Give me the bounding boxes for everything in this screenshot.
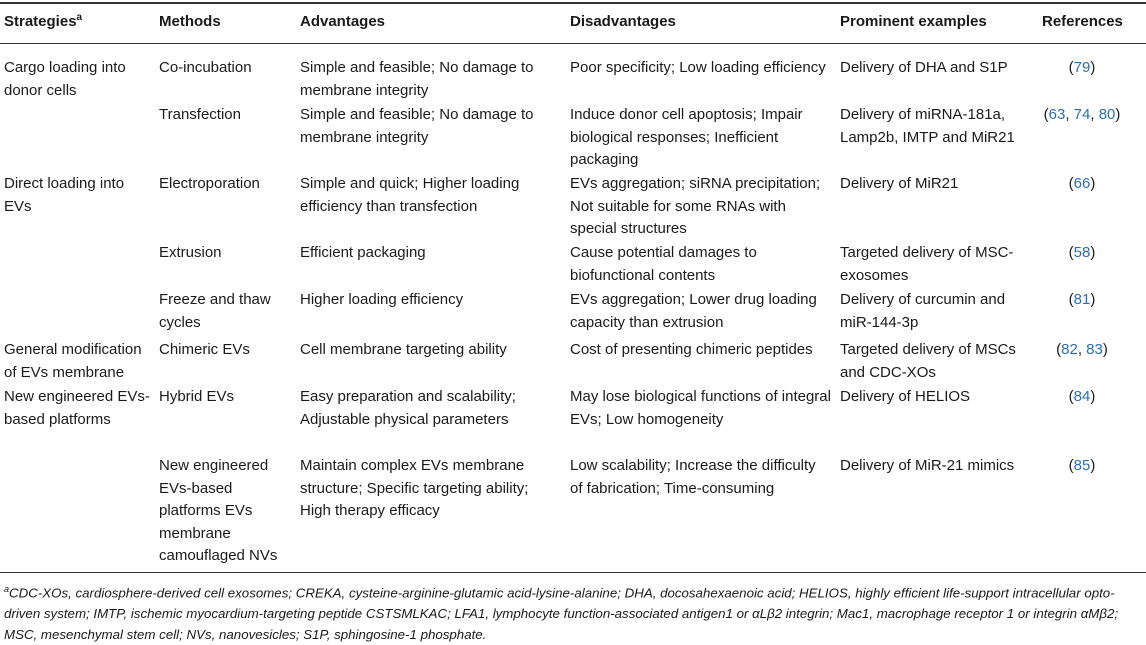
cell-references: (82, 83) — [1056, 341, 1108, 358]
cell-references: (79) — [1068, 59, 1096, 76]
cell-method: New engineered EVs-based platforms EVs membrane camouflaged NVs — [159, 457, 278, 564]
cell-disadvantages: Induce donor cell apoptosis; Impair biological responses; Inefficient packaging — [570, 106, 803, 168]
header-rule — [0, 43, 1146, 44]
table-top-rule — [0, 2, 1146, 4]
header-footnote-marker: a — [76, 12, 83, 23]
footnote-marker: a — [4, 584, 10, 594]
cell-strategy: Direct loading into EVs — [4, 175, 125, 215]
cell-references: (66) — [1068, 175, 1096, 192]
cell-disadvantages: EVs aggregation; siRNA precipitation; Not suitable for some RNAs with special structures — [570, 175, 821, 237]
header-strategies-text: Strategies — [4, 13, 77, 30]
reference-link[interactable]: 85 — [1073, 457, 1091, 474]
cell-example: Delivery of miRNA-181a, Lamp2b, IMTP and MiR21 — [840, 106, 1015, 146]
cell-advantages: Higher loading efficiency — [300, 291, 464, 308]
header-disadvantages: Disadvantages — [570, 13, 676, 30]
reference-link[interactable]: 83 — [1086, 341, 1103, 358]
cell-references: (63, 74, 80) — [1043, 106, 1121, 123]
cell-disadvantages: Cost of presenting chimeric peptides — [570, 341, 813, 358]
cell-example: Targeted delivery of MSC-exosomes — [840, 244, 1014, 284]
reference-link[interactable]: 58 — [1073, 244, 1091, 261]
table-footnote — [4, 579, 1144, 645]
cell-method: Transfection — [159, 106, 241, 123]
cell-advantages: Efficient packaging — [300, 244, 426, 261]
reference-link[interactable]: 63 — [1048, 106, 1066, 123]
cell-advantages: Simple and quick; Higher loading efficiency than transfection — [300, 175, 520, 215]
cell-method: Hybrid EVs — [159, 388, 235, 405]
cell-example: Delivery of HELIOS — [840, 388, 971, 405]
cell-advantages: Simple and feasible; No damage to membrane integrity — [300, 59, 534, 99]
reference-link[interactable]: 74 — [1073, 106, 1091, 123]
cell-strategy: Cargo loading into donor cells — [4, 59, 126, 99]
cell-example: Targeted delivery of MSCs and CDC-XOs — [840, 341, 1016, 381]
cell-example: Delivery of curcumin and miR-144-3p — [840, 291, 1006, 331]
cell-strategy: New engineered EVs-based platforms — [4, 388, 150, 428]
cell-advantages: Maintain complex EVs membrane structure; Specific targeting ability; High therapy efficacy — [300, 457, 529, 519]
cell-example: Delivery of DHA and S1P — [840, 59, 1008, 76]
cell-advantages: Cell membrane targeting ability — [300, 341, 507, 358]
reference-link[interactable]: 79 — [1073, 59, 1091, 76]
header-examples: Prominent examples — [840, 13, 987, 30]
header-references: References — [1042, 13, 1123, 30]
reference-link[interactable]: 84 — [1073, 388, 1091, 405]
cell-example: Delivery of MiR21 — [840, 175, 959, 192]
cell-disadvantages: Poor specificity; Low loading efficiency — [570, 59, 826, 76]
cell-method: Co-incubation — [159, 59, 252, 76]
cell-references: (85) — [1068, 457, 1096, 474]
reference-link[interactable]: 66 — [1073, 175, 1091, 192]
table-bottom-rule — [0, 572, 1146, 573]
cell-references: (81) — [1068, 291, 1096, 308]
cell-strategy: General modification of EVs membrane — [4, 341, 142, 381]
cell-disadvantages: May lose biological functions of integral EVs; Low homogeneity — [570, 388, 831, 428]
cell-disadvantages: Low scalability; Increase the difficulty of fabrication; Time-consuming — [570, 457, 816, 497]
cell-disadvantages: EVs aggregation; Lower drug loading capacity than extrusion — [570, 291, 817, 331]
cell-references: (58) — [1068, 244, 1096, 261]
reference-link[interactable]: 80 — [1098, 106, 1116, 123]
cell-advantages: Easy preparation and scalability; Adjustable physical parameters — [300, 388, 516, 428]
header-strategies — [4, 13, 82, 30]
header-advantages: Advantages — [300, 13, 386, 30]
cell-method: Chimeric EVs — [159, 341, 250, 358]
cell-references: (84) — [1068, 388, 1096, 405]
reference-link[interactable]: 82 — [1061, 341, 1078, 358]
header-methods: Methods — [159, 13, 221, 30]
cell-disadvantages: Cause potential damages to biofunctional contents — [570, 244, 757, 284]
cell-method: Freeze and thaw cycles — [159, 291, 271, 331]
reference-link[interactable]: 81 — [1073, 291, 1091, 308]
cell-method: Extrusion — [159, 244, 222, 261]
cell-method: Electroporation — [159, 175, 260, 192]
cell-advantages: Simple and feasible; No damage to membrane integrity — [300, 106, 534, 146]
cell-example: Delivery of MiR-21 mimics — [840, 457, 1015, 474]
footnote-text: CDC-XOs, cardiosphere-derived cell exosomes; CREKA, cysteine-arginine-glutamic acid-lysine-alanine; DHA, docosahexaenoic acid; HELIOS, highly efficient life-support intracellular opto-driven system; IMTP, ischemic myocardium-targeting peptide CSTSMLKAC; LFA1, lymphocyte function-associated antigen1 or αLβ2 integrin; Mac1, macrophage receptor 1 or integrin αMβ2; MSC, mesenchymal stem cell; NVs, nanovesicles; S1P, sphingosine-1 phosphate. — [4, 585, 1119, 643]
